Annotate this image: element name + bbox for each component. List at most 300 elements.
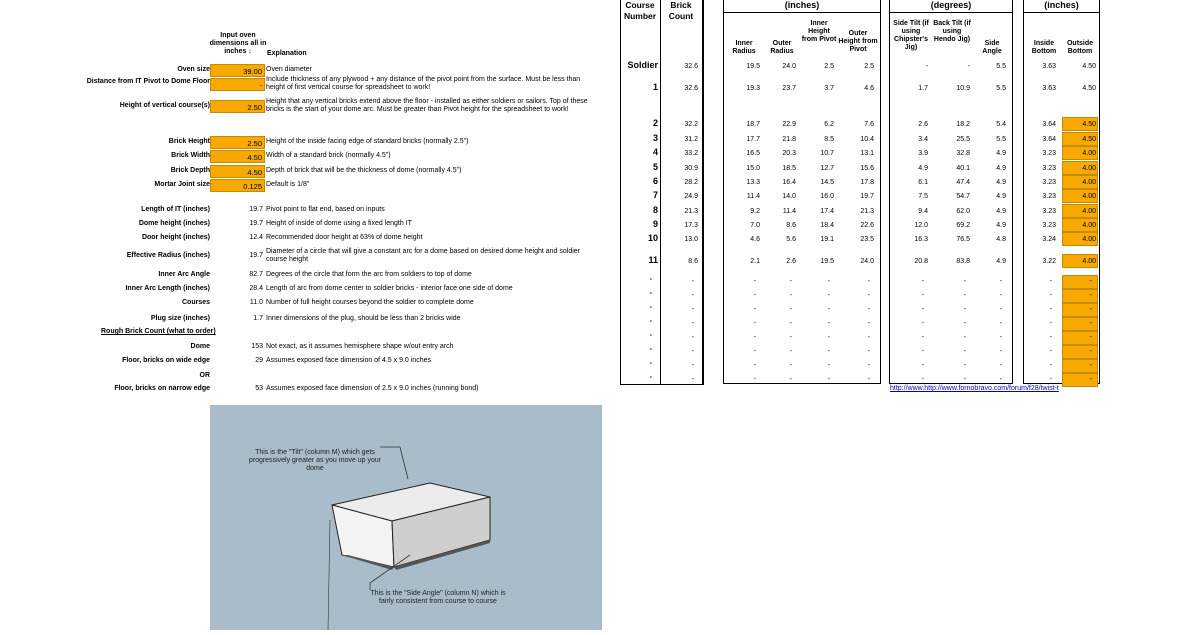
table-cell: 40.1	[956, 165, 970, 172]
table-cell: 6.1	[918, 179, 928, 186]
course-number: -	[649, 318, 652, 325]
table-cell: 10.9	[956, 85, 970, 92]
table-cell: 8.6	[688, 258, 698, 265]
table-cell: 13.3	[746, 179, 760, 186]
table-cell: -	[1089, 306, 1092, 313]
divider	[702, 0, 703, 384]
table-cell: 16.4	[782, 179, 796, 186]
table-cell: -	[867, 334, 870, 341]
table-cell: 5.5	[996, 63, 1006, 70]
table-cell: -	[1049, 320, 1052, 327]
table-cell: 9.2	[750, 208, 760, 215]
divider	[890, 12, 1012, 13]
table-cell: 6.2	[824, 121, 834, 128]
table-cell: -	[963, 320, 966, 327]
table-cell: 30.9	[684, 165, 698, 172]
table-cell: 62.0	[956, 208, 970, 215]
divider	[724, 12, 880, 13]
table-cell: 10.7	[820, 150, 834, 157]
table-cell: 7.0	[750, 222, 760, 229]
param-label: Oven size	[177, 66, 210, 73]
table-cell: -	[789, 334, 792, 341]
table-cell: 4.00	[1082, 208, 1096, 215]
table-cell: -	[789, 278, 792, 285]
course-number: -	[649, 374, 652, 381]
table-cell: 8.5	[824, 136, 834, 143]
table-cell: -	[1049, 278, 1052, 285]
table-cell: 22.9	[782, 121, 796, 128]
divider	[880, 0, 881, 384]
table-cell: 2.5	[824, 63, 834, 70]
table-cell: 76.5	[956, 236, 970, 243]
table-cell: -	[827, 376, 830, 383]
calc-explanation: Inner dimensions of the plug, should be less than 2 bricks wide	[266, 315, 461, 322]
table-cell: 3.23	[1042, 179, 1056, 186]
course-number: -	[649, 332, 652, 339]
table-cell: -	[999, 376, 1002, 383]
calc-value: 12.4	[249, 234, 263, 241]
sub-side-tilt: Side Tilt (if using Chipster's Jig)	[893, 20, 929, 51]
param-explanation: Depth of brick that will be the thickness of dome (normally 4.5")	[266, 167, 462, 174]
table-cell: -	[1049, 334, 1052, 341]
course-number: 2	[652, 118, 658, 128]
caption-tilt: This is the "Tilt" (column M) which gets progressively greater as you move up your dome	[248, 449, 382, 472]
param-explanation: Height of the inside facing edge of standard bricks (normally 2.5")	[266, 138, 469, 145]
table-cell: 4.9	[996, 258, 1006, 265]
calc-label: Length of IT (inches)	[141, 206, 210, 213]
table-cell: 12.7	[820, 165, 834, 172]
calc-label: Plug size (inches)	[150, 315, 210, 322]
table-cell: -	[921, 362, 924, 369]
table-cell: 16.3	[914, 236, 928, 243]
table-cell: 4.00	[1082, 165, 1096, 172]
table-cell: -	[753, 306, 756, 313]
table-cell: -	[691, 292, 694, 299]
table-cell: 19.5	[746, 63, 760, 70]
table-cell: -	[691, 334, 694, 341]
table-cell: -	[753, 292, 756, 299]
table-cell: -	[999, 320, 1002, 327]
brick-count-label: Floor, bricks on wide edge	[122, 357, 210, 364]
table-cell: 4.00	[1082, 236, 1096, 243]
table-cell: 4.9	[996, 208, 1006, 215]
table-cell: 12.0	[914, 222, 928, 229]
table-cell: -	[789, 348, 792, 355]
table-cell: -	[827, 292, 830, 299]
table-cell: 32.8	[956, 150, 970, 157]
table-cell: 32.6	[684, 63, 698, 70]
table-cell: 13.1	[860, 150, 874, 157]
table-cell: -	[753, 348, 756, 355]
table-cell: -	[789, 292, 792, 299]
course-number: 6	[652, 176, 658, 186]
table-cell: 3.23	[1042, 193, 1056, 200]
table-cell: -	[1089, 362, 1092, 369]
table-cell: 4.9	[996, 193, 1006, 200]
brick-count-value: 153	[251, 343, 263, 350]
course-number: 7	[652, 190, 658, 200]
table-cell: 20.3	[782, 150, 796, 157]
forum-link[interactable]: http://www.http://www.fornobravo.com/forum/f28/twist-t	[890, 385, 1059, 392]
calc-value: 28.4	[249, 285, 263, 292]
table-cell: 3.9	[918, 150, 928, 157]
caption-side-angle: This is the "Side Angle" (column N) which is fairly consistent from course to course	[370, 590, 506, 605]
table-cell: 3.23	[1042, 222, 1056, 229]
sub-side-angle: Side Angle	[982, 40, 1002, 55]
table-cell: -	[691, 376, 694, 383]
table-cell: -	[1089, 320, 1092, 327]
table-cell: -	[999, 334, 1002, 341]
param-label: Brick Depth	[170, 167, 210, 174]
table-cell: 20.8	[914, 258, 928, 265]
table-cell: 4.50	[1082, 121, 1096, 128]
table-cell: 4.6	[750, 236, 760, 243]
calc-label: Dome height (inches)	[138, 220, 210, 227]
table-cell: 2.6	[786, 258, 796, 265]
table-cell: -	[1089, 348, 1092, 355]
table-cell: 3.23	[1042, 165, 1056, 172]
table-cell: 14.5	[820, 179, 834, 186]
table-cell: -	[753, 320, 756, 327]
course-number: Soldier	[627, 60, 658, 70]
table-cell: -	[867, 376, 870, 383]
table-cell: -	[867, 348, 870, 355]
table-cell: 4.00	[1082, 179, 1096, 186]
table-cell: -	[827, 306, 830, 313]
table-cell: 7.6	[864, 121, 874, 128]
table-cell: 15.6	[860, 165, 874, 172]
table-cell: 5.6	[786, 236, 796, 243]
table-cell: -	[691, 278, 694, 285]
table-cell: -	[1049, 376, 1052, 383]
course-number: 3	[652, 133, 658, 143]
table-cell: 13.0	[684, 236, 698, 243]
table-cell: 4.9	[918, 165, 928, 172]
table-cell: 5.4	[996, 121, 1006, 128]
param-explanation: Oven diameter	[266, 66, 312, 73]
table-cell: 2.6	[918, 121, 928, 128]
param-explanation: Height that any vertical bricks extend above the floor - installed as either soldiers or sailors. Top of these bricks is the start of your dome arc. Must be greater than Pivot height for the spreadsheet to work!	[266, 98, 588, 113]
group-inches: (inches)	[784, 0, 820, 10]
param-label: Mortar Joint size	[154, 181, 210, 188]
table-cell: -	[753, 278, 756, 285]
course-number: 5	[652, 162, 658, 172]
calc-explanation: Degrees of the circle that form the arc from soldiers to top of dome	[266, 271, 472, 278]
calc-explanation: Diameter of a circle that will give a constant arc for a dome based on desired dome height and soldier course height	[266, 248, 581, 263]
param-input[interactable]: 4.50	[210, 165, 265, 178]
table-cell: 47.4	[956, 179, 970, 186]
divider	[620, 0, 621, 384]
table-cell: -	[691, 306, 694, 313]
table-cell: 18.5	[782, 165, 796, 172]
brick-count-value: 29	[255, 357, 263, 364]
table-cell: -	[1089, 278, 1092, 285]
table-cell: 4.9	[996, 179, 1006, 186]
calc-explanation: Recommended door height at 63% of dome height	[266, 234, 423, 241]
table-cell: 4.9	[996, 165, 1006, 172]
calc-value: 11.0	[249, 299, 263, 306]
table-cell: -	[1089, 376, 1092, 383]
table-cell: -	[963, 292, 966, 299]
table-cell: 83.8	[956, 258, 970, 265]
param-explanation: Default is 1/8"	[266, 181, 310, 188]
table-cell: 1.7	[918, 85, 928, 92]
table-cell: 18.2	[956, 121, 970, 128]
table-cell: -	[921, 334, 924, 341]
table-cell: 54.7	[956, 193, 970, 200]
calc-value: 19.7	[249, 252, 263, 259]
table-cell: -	[867, 320, 870, 327]
table-cell: 19.1	[820, 236, 834, 243]
table-cell: 32.6	[684, 85, 698, 92]
table-cell: -	[827, 362, 830, 369]
table-cell: 4.50	[1082, 63, 1096, 70]
table-cell: 24.0	[782, 63, 796, 70]
table-cell: -	[1049, 348, 1052, 355]
param-input[interactable]: 2.50	[210, 136, 265, 149]
param-input[interactable]: -	[210, 78, 265, 91]
table-cell: 5.5	[996, 85, 1006, 92]
table-cell: -	[999, 348, 1002, 355]
table-cell: 10.4	[860, 136, 874, 143]
table-cell: -	[963, 348, 966, 355]
table-cell: -	[921, 348, 924, 355]
calc-explanation: Height of inside of dome using a fixed length IT	[266, 220, 412, 227]
calc-label: Effective Radius (inches)	[126, 252, 210, 259]
table-cell: 18.4	[820, 222, 834, 229]
divider	[1024, 12, 1099, 13]
table-cell: 19.3	[746, 85, 760, 92]
table-cell: -	[753, 362, 756, 369]
table-cell: 3.63	[1042, 85, 1056, 92]
table-cell: -	[867, 362, 870, 369]
table-cell: 2.5	[864, 63, 874, 70]
course-number: 10	[647, 233, 658, 243]
explanation-header: Explanation	[267, 50, 307, 57]
table-cell: 3.7	[824, 85, 834, 92]
table-cell: 17.8	[860, 179, 874, 186]
param-label: Height of vertical course(s)	[119, 102, 210, 109]
table-cell: 8.6	[786, 222, 796, 229]
divider	[723, 383, 881, 384]
table-cell: -	[963, 362, 966, 369]
table-cell: -	[967, 63, 970, 70]
table-cell: 3.63	[1042, 63, 1056, 70]
table-cell: 4.00	[1082, 258, 1096, 265]
course-number: -	[649, 304, 652, 311]
col-course: Course Number	[623, 0, 657, 21]
course-number: 1	[652, 82, 658, 92]
course-number: 11	[648, 255, 658, 265]
table-cell: -	[999, 362, 1002, 369]
table-cell: -	[827, 348, 830, 355]
table-cell: 69.2	[956, 222, 970, 229]
table-cell: 18.7	[746, 121, 760, 128]
calc-explanation: Length of arc from dome center to soldier bricks - interior face one side of dome	[266, 285, 513, 292]
table-cell: 19.5	[820, 258, 834, 265]
course-number: 9	[652, 219, 658, 229]
table-cell: 16.5	[746, 150, 760, 157]
course-number: -	[649, 290, 652, 297]
table-cell: 23.5	[860, 236, 874, 243]
sub-outer-radius: Outer Radius	[770, 40, 794, 55]
table-cell: 3.22	[1042, 258, 1056, 265]
calc-label: Courses	[181, 299, 210, 306]
table-cell: 7.5	[918, 193, 928, 200]
course-number: -	[649, 360, 652, 367]
table-cell: 16.0	[820, 193, 834, 200]
param-input[interactable]: 4.50	[210, 150, 265, 163]
sub-inner-height: Inner Height from Pivot	[801, 20, 837, 43]
table-cell: -	[827, 320, 830, 327]
table-cell: 4.9	[996, 222, 1006, 229]
brick-count-label: OR	[199, 372, 210, 379]
table-cell: 4.00	[1082, 150, 1096, 157]
table-cell: 4.6	[864, 85, 874, 92]
calc-label: Inner Arc Length (inches)	[125, 285, 210, 292]
param-explanation: Width of a standard brick (normally 4.5")	[266, 152, 391, 159]
brick-count-title: Rough Brick Count (what to order)	[101, 328, 216, 335]
table-cell: 4.00	[1082, 193, 1096, 200]
table-cell: 22.6	[860, 222, 874, 229]
param-label: Distance from IT Pivot to Dome Floor	[86, 78, 210, 85]
table-cell: -	[827, 278, 830, 285]
table-cell: 4.50	[1082, 136, 1096, 143]
calc-explanation: Number of full height courses beyond the soldier to complete dome	[266, 299, 474, 306]
table-cell: 28.2	[684, 179, 698, 186]
calc-value: 19.7	[249, 206, 263, 213]
brick-count-explanation: Assumes exposed face dimension of 4.5 x 9.0 inches	[266, 357, 431, 364]
sub-outside-bottom: Outside Bottom	[1066, 40, 1094, 55]
brick-count-explanation: Not exact, as it assumes hemisphere shape w/out entry arch	[266, 343, 454, 350]
group-degrees: (degrees)	[930, 0, 972, 10]
table-cell: -	[753, 334, 756, 341]
sub-inner-radius: Inner Radius	[732, 40, 756, 55]
table-cell: 4.8	[996, 236, 1006, 243]
divider	[1012, 0, 1013, 384]
table-cell: -	[867, 278, 870, 285]
calc-explanation: Pivot point to flat end, based on inputs	[266, 206, 385, 213]
table-cell: -	[963, 376, 966, 383]
table-cell: 17.4	[820, 208, 834, 215]
course-number: 8	[652, 205, 658, 215]
table-cell: 3.23	[1042, 150, 1056, 157]
table-cell: -	[963, 278, 966, 285]
calc-label: Door height (inches)	[141, 234, 210, 241]
table-cell: 2.1	[750, 258, 760, 265]
table-cell: -	[963, 334, 966, 341]
sub-outer-height: Outer Height from Pivot	[838, 30, 878, 53]
table-cell: 11.4	[746, 193, 760, 200]
table-cell: 4.9	[996, 150, 1006, 157]
table-cell: -	[963, 306, 966, 313]
brick-count-explanation: Assumes exposed face dimension of 2.5 x 9.0 inches (running bond)	[266, 385, 479, 392]
calc-value: 1.7	[253, 315, 263, 322]
table-cell: 21.8	[782, 136, 796, 143]
table-cell: -	[753, 376, 756, 383]
col-brick: Brick Count	[668, 0, 694, 21]
table-cell: -	[925, 63, 928, 70]
table-cell: 24.9	[684, 193, 698, 200]
table-cell: 3.64	[1042, 136, 1056, 143]
brick-count-value: 53	[255, 385, 263, 392]
table-cell: -	[921, 292, 924, 299]
table-cell: 24.0	[860, 258, 874, 265]
table-cell: 33.2	[684, 150, 698, 157]
table-cell: -	[999, 292, 1002, 299]
sub-inside-bottom: Inside Bottom	[1031, 40, 1057, 55]
param-input[interactable]: 39.00	[210, 64, 265, 77]
table-cell: -	[827, 334, 830, 341]
table-cell: -	[789, 306, 792, 313]
table-cell: -	[921, 278, 924, 285]
table-cell: -	[999, 306, 1002, 313]
param-input[interactable]: 2.50	[210, 100, 265, 113]
calc-value: 82.7	[249, 271, 263, 278]
table-cell: -	[691, 348, 694, 355]
table-cell: -	[1089, 292, 1092, 299]
course-number: 4	[652, 147, 658, 157]
table-cell: 17.3	[684, 222, 698, 229]
course-number: -	[649, 276, 652, 283]
table-cell: 3.64	[1042, 121, 1056, 128]
group-inches-2: (inches)	[1044, 0, 1079, 10]
calc-label: Inner Arc Angle	[158, 271, 210, 278]
table-cell: 21.3	[860, 208, 874, 215]
param-label: Brick Width	[171, 152, 210, 159]
divider	[1099, 0, 1100, 384]
param-label: Brick Height	[168, 138, 210, 145]
param-input[interactable]: 0.125	[210, 179, 265, 192]
table-cell: -	[789, 362, 792, 369]
table-cell: 3.23	[1042, 208, 1056, 215]
table-cell: 3.24	[1042, 236, 1056, 243]
table-cell: 3.4	[918, 136, 928, 143]
table-cell: -	[921, 306, 924, 313]
table-cell: -	[691, 320, 694, 327]
brick-count-label: Dome	[190, 343, 210, 350]
table-cell: 32.2	[684, 121, 698, 128]
calc-value: 19.7	[249, 220, 263, 227]
table-cell: -	[999, 278, 1002, 285]
brick-count-label: Floor, bricks on narrow edge	[114, 385, 210, 392]
table-cell: 15.0	[746, 165, 760, 172]
table-cell: -	[1089, 334, 1092, 341]
table-cell: 17.7	[746, 136, 760, 143]
table-cell: 31.2	[684, 136, 698, 143]
table-cell: 4.50	[1082, 85, 1096, 92]
table-cell: 14.0	[782, 193, 796, 200]
table-cell: -	[867, 292, 870, 299]
table-cell: 25.5	[956, 136, 970, 143]
brick-diagram	[210, 405, 602, 630]
table-cell: -	[1049, 306, 1052, 313]
table-cell: -	[1049, 362, 1052, 369]
divider	[889, 383, 1013, 384]
table-cell: -	[921, 320, 924, 327]
table-cell: 5.5	[996, 136, 1006, 143]
course-number: -	[649, 346, 652, 353]
table-cell: -	[789, 320, 792, 327]
sub-back-tilt: Back Tilt (if using Hendo Jig)	[933, 20, 971, 43]
table-cell: 11.4	[782, 208, 796, 215]
table-cell: 19.7	[860, 193, 874, 200]
table-cell: -	[867, 306, 870, 313]
table-cell: 21.3	[684, 208, 698, 215]
table-cell: -	[1049, 292, 1052, 299]
table-cell: -	[921, 376, 924, 383]
table-cell: 23.7	[782, 85, 796, 92]
